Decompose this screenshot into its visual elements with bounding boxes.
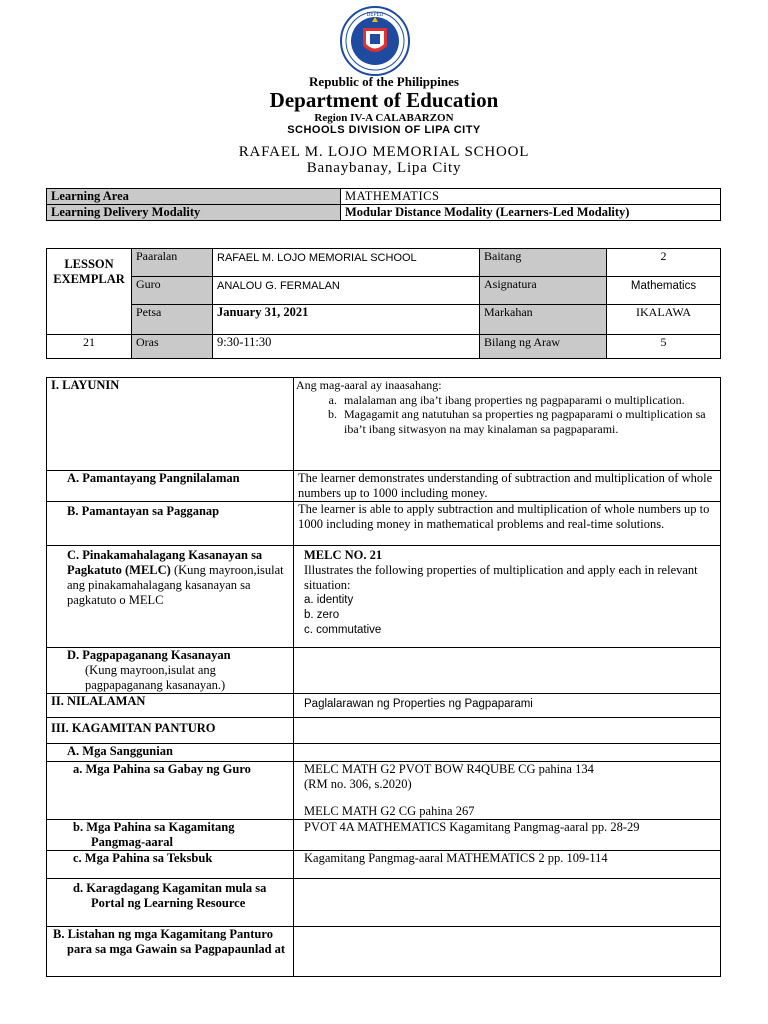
lesson-exemplar-label: LESSON EXEMPLAR <box>47 249 132 335</box>
learning-area-label: Learning Area <box>47 189 341 205</box>
bilang-label: Bilang ng Araw <box>480 335 607 359</box>
melc-text: Illustrates the following properties of multiplication and apply each in relevant situation: <box>304 563 698 592</box>
oras-label: Oras <box>132 335 213 359</box>
melc-item-identity: a. identity <box>304 594 354 606</box>
school-address: Banaybanay, Lipa City <box>306 160 462 176</box>
karagdagang-kagamitan-label: d. Karagdagang Kagamitan mula sa Portal ng Learning Resource <box>47 879 294 927</box>
listahan-label: B. Listahan ng mga Kagamitang Panturo para sa mga Gawain sa Pagpapaunlad at <box>47 927 294 977</box>
lesson-exemplar-table <box>46 248 721 359</box>
asignatura-label: Asignatura <box>480 277 607 305</box>
asignatura-value: Mathematics <box>607 277 721 305</box>
layunin-item-a: a. malalaman ang iba’t ibang properties ng pagpaparami o multiplication. <box>340 393 716 408</box>
bilang-value: 5 <box>607 335 721 359</box>
pagpapaganang-value <box>294 648 721 694</box>
division-text: SCHOOLS DIVISION OF LIPA CITY <box>287 124 481 136</box>
melc-label-cell <box>47 546 294 648</box>
melc-note: (Kung mayroon,isulat ang pinakamahalagang kasanayan sa pagkatuto o MELC <box>67 563 284 607</box>
gabay-value-1: MELC MATH G2 PVOT BOW R4QUBE CG pahina 134 <box>304 762 594 776</box>
layunin-content <box>294 378 721 471</box>
pagpapaganang-cell <box>47 648 294 694</box>
kagamitan-value <box>294 718 721 744</box>
melc-number: MELC NO. 21 <box>304 548 383 562</box>
teksbuk-label: c. Mga Pahina sa Teksbuk <box>47 851 294 879</box>
layunin-item-b: b. Magagamit ang natutuhan sa properties ng pagpaparami o multiplication sa iba’t ibang sitwasyon na may kinalaman sa pagpaparami. <box>340 407 716 436</box>
gabay-label: a. Mga Pahina sa Gabay ng Guro <box>47 762 294 820</box>
markahan-value: IKALAWA <box>607 305 721 335</box>
layunin-list <box>296 393 716 437</box>
petsa-label: Petsa <box>132 305 213 335</box>
gabay-value-3: MELC MATH G2 CG pahina 267 <box>304 804 475 818</box>
pamantayang-pangnilalaman-label: A. Pamantayang Pangnilalaman <box>47 471 294 502</box>
layunin-heading: I. LAYUNIN <box>47 378 294 471</box>
deped-seal-logo <box>336 6 414 76</box>
melc-content <box>294 546 721 648</box>
sanggunian-value <box>294 744 721 762</box>
learning-info-table <box>46 188 721 221</box>
baitang-value: 2 <box>607 249 721 277</box>
melc-item-commutative: c. commutative <box>304 624 382 636</box>
kagamitang-pangmag-aaral-value: PVOT 4A MATHEMATICS Kagamitang Pangmag-aaral pp. 28-29 <box>294 820 721 851</box>
gabay-content <box>294 762 721 820</box>
melc-label: C. Pinakamahalagang Kasanayan sa Pagkatuto (MELC) <box>67 548 263 577</box>
melc-item-zero: b. zero <box>304 609 340 621</box>
department-title: Department of Education <box>269 88 499 112</box>
kagamitang-pangmag-aaral-label: b. Mga Pahina sa Kagamitang Pangmag-aaral <box>47 820 294 851</box>
school-name: RAFAEL M. LOJO MEMORIAL SCHOOL <box>238 144 530 160</box>
baitang-label: Baitang <box>480 249 607 277</box>
guro-label: Guro <box>132 277 213 305</box>
karagdagang-kagamitan-value <box>294 879 721 927</box>
nilalaman-heading: II. NILALAMAN <box>47 694 294 718</box>
kagamitan-heading: III. KAGAMITAN PANTURO <box>47 718 294 744</box>
pagpapaganang-label: D. Pagpapaganang Kasanayan <box>67 648 231 662</box>
paaralan-value: RAFAEL M. LOJO MEMORIAL SCHOOL <box>213 249 480 277</box>
lesson-number: 21 <box>47 335 132 359</box>
modality-label: Learning Delivery Modality <box>47 205 341 221</box>
pamantayang-pangnilalaman-value: The learner demonstrates understanding of subtraction and multiplication of whole numbers up to 1000 including money. <box>294 471 721 502</box>
modality-value: Modular Distance Modality (Learners-Led Modality) <box>341 205 721 221</box>
region-text: Region IV-A CALABARZON <box>314 112 454 124</box>
oras-value: 9:30-11:30 <box>213 335 480 359</box>
pamantayan-pagganap-value: The learner is able to apply subtraction and multiplication of whole numbers up to 1000 including money in mathematical problems and real-time solutions. <box>294 502 721 546</box>
teksbuk-value: Kagamitang Pangmag-aaral MATHEMATICS 2 pp. 109-114 <box>294 851 721 879</box>
listahan-value <box>294 927 721 977</box>
republic-text: Republic of the Philippines <box>309 74 459 89</box>
lesson-plan-table <box>46 377 721 977</box>
svg-text:DEPED: DEPED <box>366 12 384 18</box>
petsa-value: January 31, 2021 <box>213 305 480 335</box>
markahan-label: Markahan <box>480 305 607 335</box>
layunin-intro: Ang mag-aaral ay inaasahang: <box>296 378 442 392</box>
pagpapaganang-note: (Kung mayroon,isulat ang pagpapaganang kasanayan.) <box>85 663 226 692</box>
learning-area-value: MATHEMATICS <box>341 189 721 205</box>
nilalaman-value: Paglalarawan ng Properties ng Pagpaparami <box>294 694 721 718</box>
gabay-value-2: (RM no. 306, s.2020) <box>304 777 412 791</box>
sanggunian-heading: A. Mga Sanggunian <box>47 744 294 762</box>
pamantayan-pagganap-label: B. Pamantayan sa Pagganap <box>47 502 294 546</box>
paaralan-label: Paaralan <box>132 249 213 277</box>
guro-value: ANALOU G. FERMALAN <box>213 277 480 305</box>
